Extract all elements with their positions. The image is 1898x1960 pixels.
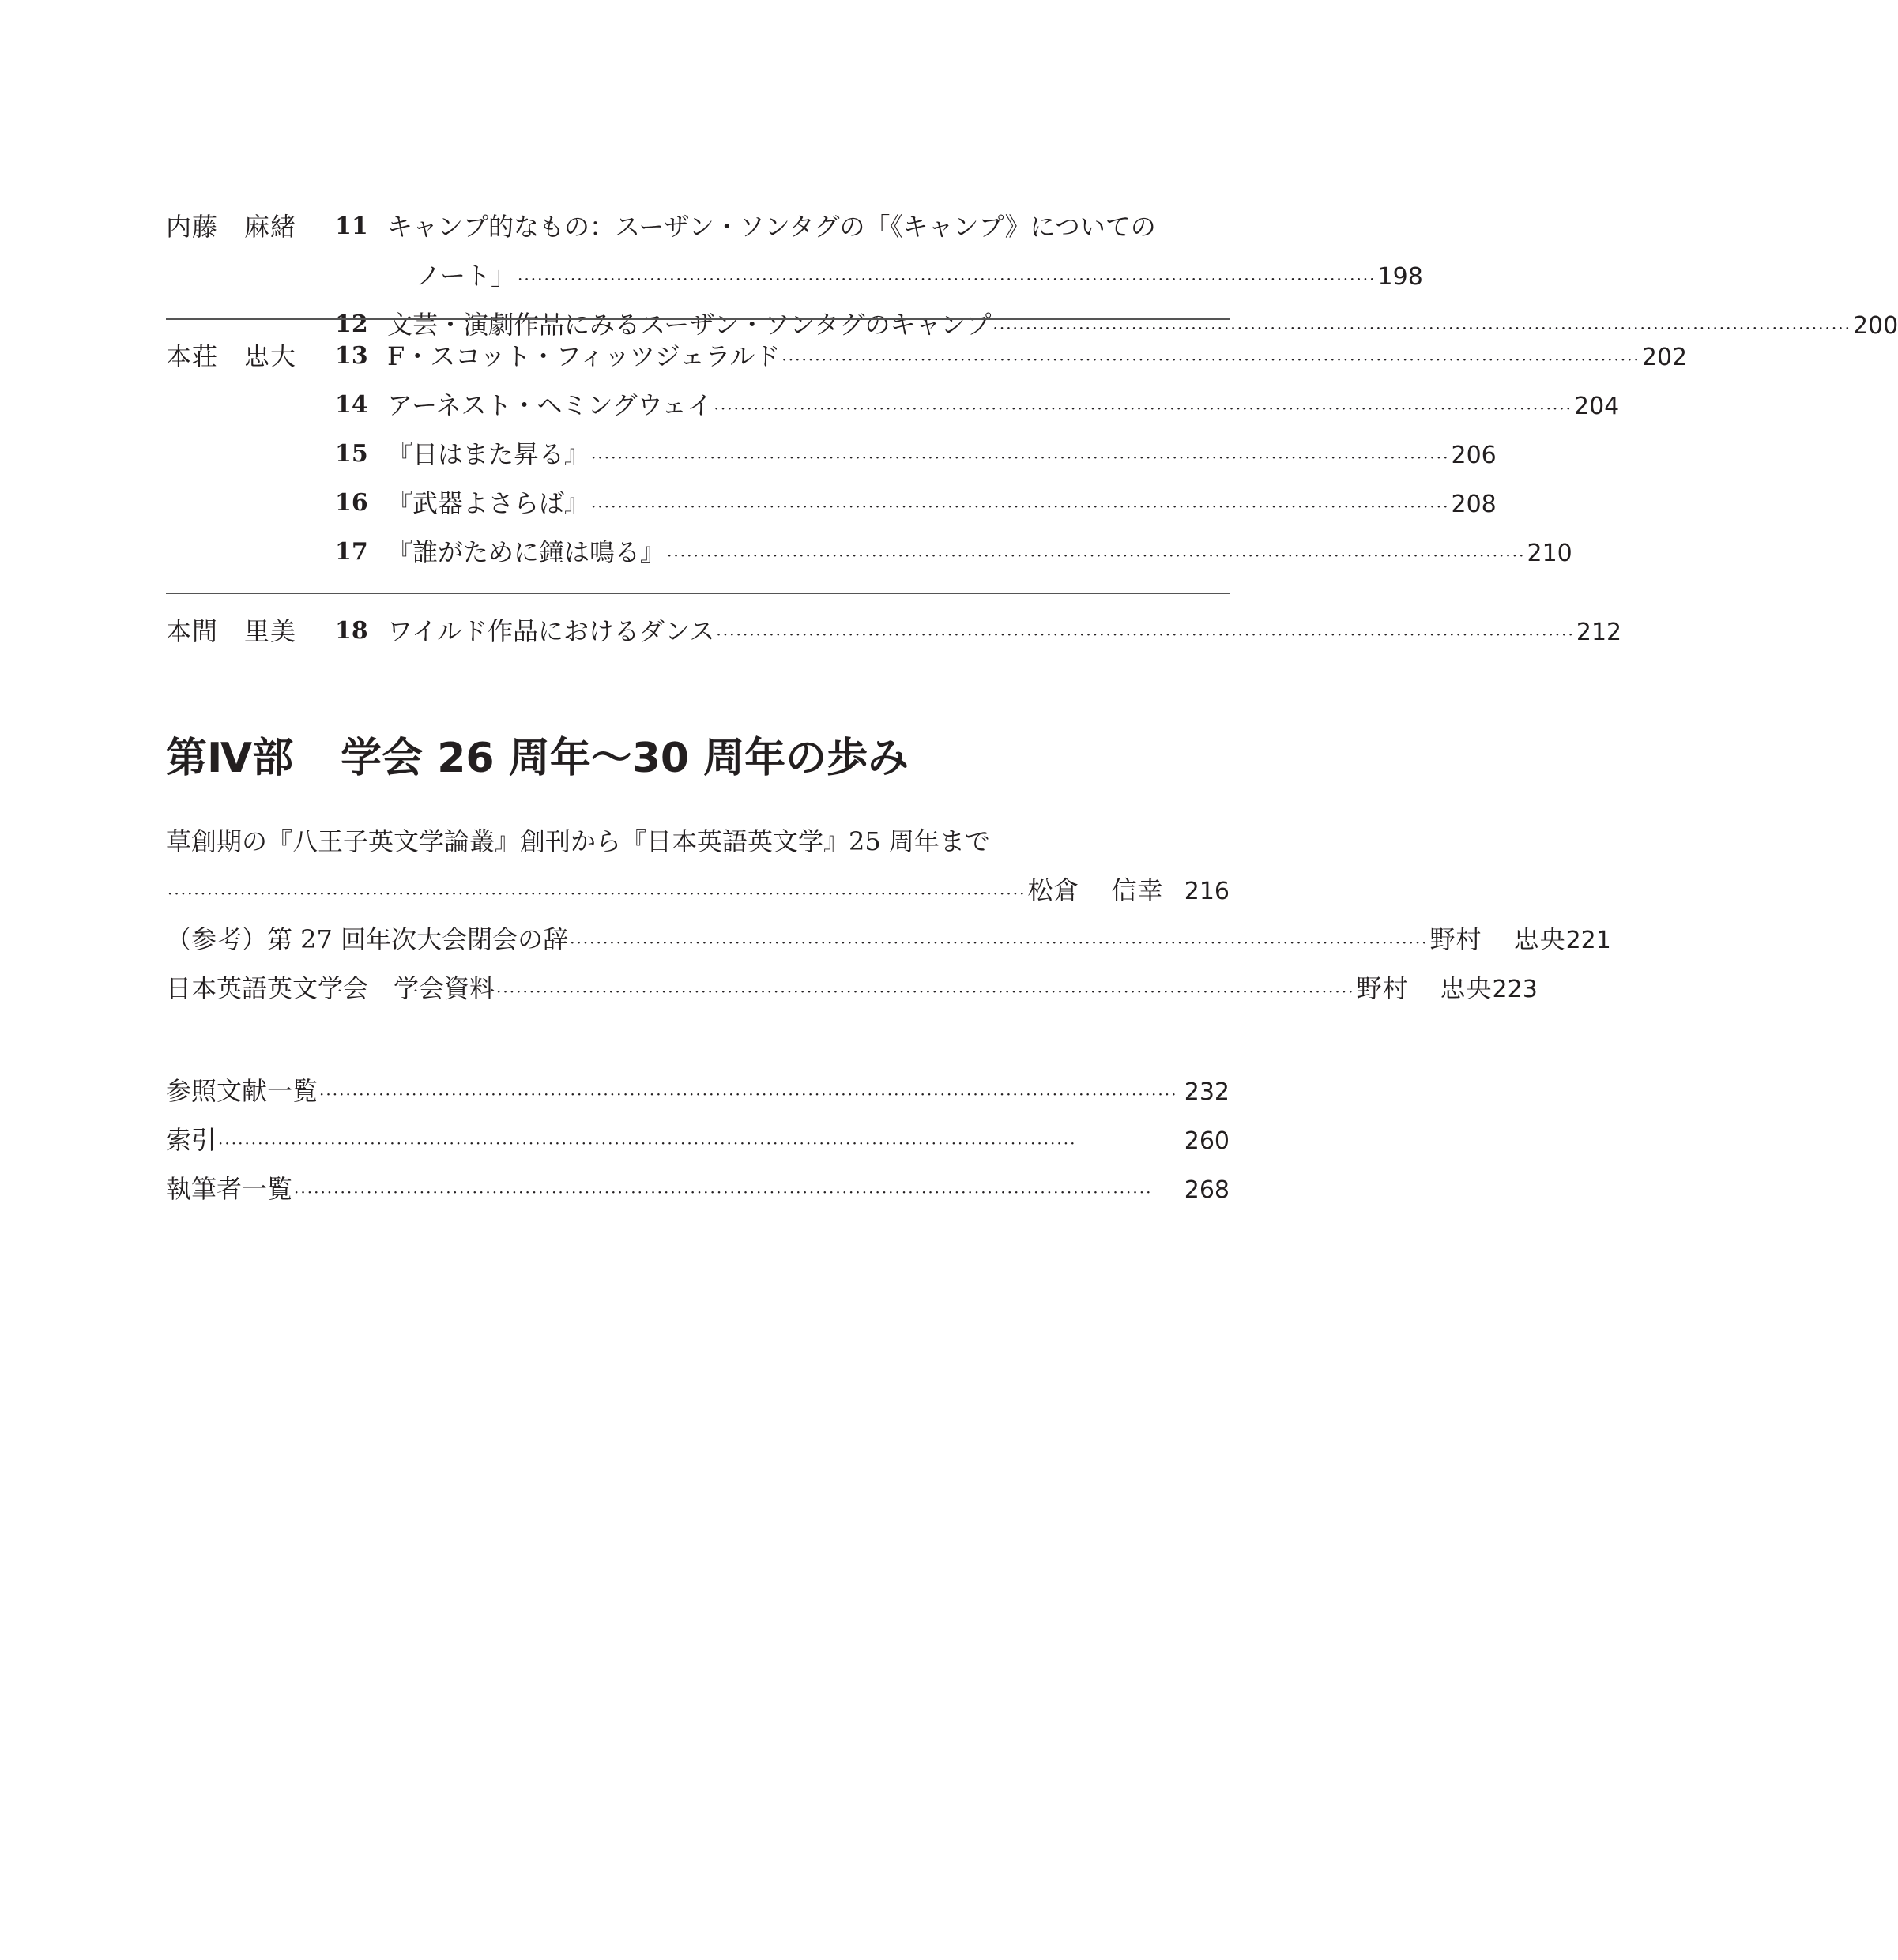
- leader-dots: ··································································································································: [570, 933, 1429, 952]
- toc-leader-line: [166, 915, 1611, 967]
- page-number: 260: [1184, 1127, 1230, 1155]
- page-number: 212: [1576, 619, 1622, 646]
- part-label: 第Ⅳ部: [166, 735, 294, 782]
- chapter-number: 17: [335, 538, 368, 566]
- page-number: 198: [1377, 263, 1423, 291]
- backmatter-title: 参照文献一覧: [166, 1076, 318, 1106]
- toc-entry-18: [166, 607, 1622, 656]
- chapter-title: 『武器よさらば』: [387, 488, 590, 518]
- backmatter-entry-contributors: [166, 1164, 1230, 1213]
- toc-leader-line: [166, 1067, 1230, 1119]
- toc-entry-15: [166, 430, 1497, 479]
- leader-dots: ··································································································································: [319, 1085, 1178, 1104]
- chapter-title: 文芸・演劇作品にみるスーザン・ソンタグのキャンプ: [387, 310, 992, 340]
- toc-leader-line: [387, 479, 1497, 531]
- backmatter-title: 執筆者一覧: [166, 1174, 293, 1204]
- leader-dots: ··································································································································: [294, 1183, 1153, 1202]
- page-number: 210: [1527, 540, 1572, 567]
- toc-leader-line: [387, 381, 1620, 433]
- leader-dots: ··································································································································: [218, 1134, 1077, 1153]
- part-heading: [166, 727, 909, 790]
- chapter-number: 14: [335, 391, 368, 419]
- part4-entry-1: [166, 817, 1230, 866]
- page-number: 232: [1184, 1078, 1230, 1106]
- part4-entries: [166, 817, 1611, 1013]
- page-number: 268: [1184, 1176, 1230, 1204]
- chapter-title: 『日はまた昇る』: [387, 439, 590, 469]
- chapter-number: 18: [335, 617, 368, 645]
- article-title: （参考）第 27 回年次大会閉会の辞: [166, 924, 569, 954]
- divider: [166, 593, 1230, 594]
- author-name: 本荘 忠大: [166, 341, 297, 371]
- toc-leader-line: [166, 1164, 1230, 1217]
- toc-group-naito: [166, 202, 1898, 349]
- page-number: 208: [1451, 491, 1497, 518]
- page-number: 200: [1852, 312, 1898, 340]
- author-byline: 野村 忠央: [1429, 924, 1566, 954]
- backmatter-entry-references: [166, 1067, 1230, 1115]
- toc-entry-16: [166, 479, 1497, 528]
- toc-leader-line: [387, 607, 1622, 659]
- divider: [166, 318, 1230, 320]
- chapter-number: 12: [335, 310, 368, 338]
- article-title: 草創期の『八王子英文学論叢』創刊から『日本英語英文学』25 周年まで: [166, 826, 990, 856]
- part-title: 学会 26 周年〜30 周年の歩み: [341, 735, 909, 782]
- page-number: 216: [1184, 878, 1230, 905]
- toc-group-honjo: [166, 332, 1688, 577]
- chapter-title-line2: ノート」: [416, 261, 517, 291]
- leader-dots: ··································································································································: [992, 318, 1851, 337]
- author-byline: 松倉 信幸: [1027, 875, 1164, 905]
- leader-dots: ··································································································································: [667, 546, 1526, 565]
- leader-dots: ··································································································································: [496, 982, 1355, 1001]
- toc-entry-17: [166, 528, 1572, 577]
- page-number: 204: [1574, 393, 1620, 420]
- chapter-number: 13: [335, 342, 368, 370]
- part4-entry-3: [166, 964, 1538, 1013]
- chapter-title: ワイルド作品におけるダンス: [387, 616, 715, 646]
- toc-leader-line: [387, 332, 1688, 384]
- backmatter-entry-index: [166, 1115, 1230, 1164]
- toc-leader-line: [166, 866, 1230, 918]
- chapter-title: F・スコット・フィッツジェラルド: [387, 341, 781, 371]
- author-byline: 野村 忠央: [1356, 973, 1493, 1003]
- part4-entry-2: [166, 915, 1611, 964]
- toc-leader-line: [416, 251, 1423, 303]
- leader-dots: ··································································································································: [591, 448, 1450, 467]
- chapter-title: アーネスト・ヘミングウェイ: [387, 390, 713, 420]
- leader-dots: ··································································································································: [518, 269, 1376, 288]
- leader-dots: ··································································································································: [168, 884, 1026, 903]
- leader-dots: ··································································································································: [716, 625, 1575, 644]
- leader-dots: ··································································································································: [714, 399, 1572, 418]
- page-number: 223: [1492, 976, 1538, 1003]
- chapter-number: 15: [335, 440, 368, 468]
- toc-leader-line: [166, 964, 1538, 1016]
- backmatter: [166, 1067, 1230, 1213]
- toc-entry-11-cont: [166, 251, 1423, 300]
- author-name: 内藤 麻緒: [166, 212, 297, 242]
- chapter-number: 16: [335, 489, 368, 517]
- toc-leader-line: [387, 528, 1572, 580]
- chapter-title-line1: キャンプ的なもの：スーザン・ソンタグの「《キャンプ》についての: [387, 212, 1156, 242]
- page-number: 221: [1565, 927, 1611, 954]
- toc-group-homma: [166, 607, 1622, 656]
- page-number: 206: [1451, 442, 1497, 469]
- page-number: 202: [1641, 344, 1688, 371]
- part4-entry-1-cont: [166, 866, 1230, 915]
- chapter-title: 『誰がために鐘は鳴る』: [387, 537, 666, 567]
- leader-dots: ··································································································································: [591, 497, 1450, 516]
- backmatter-title: 索引: [166, 1125, 217, 1155]
- leader-dots: ··································································································································: [781, 350, 1640, 369]
- article-title: 日本英語英文学会 学会資料: [166, 973, 495, 1003]
- toc-entry-14: [166, 381, 1620, 430]
- author-name: 本間 里美: [166, 616, 297, 646]
- toc-entry-13: [166, 332, 1688, 381]
- toc-leader-line: [166, 1115, 1230, 1168]
- chapter-number: 11: [335, 213, 368, 240]
- toc-entry-11: [166, 202, 1230, 251]
- toc-leader-line: [387, 430, 1497, 482]
